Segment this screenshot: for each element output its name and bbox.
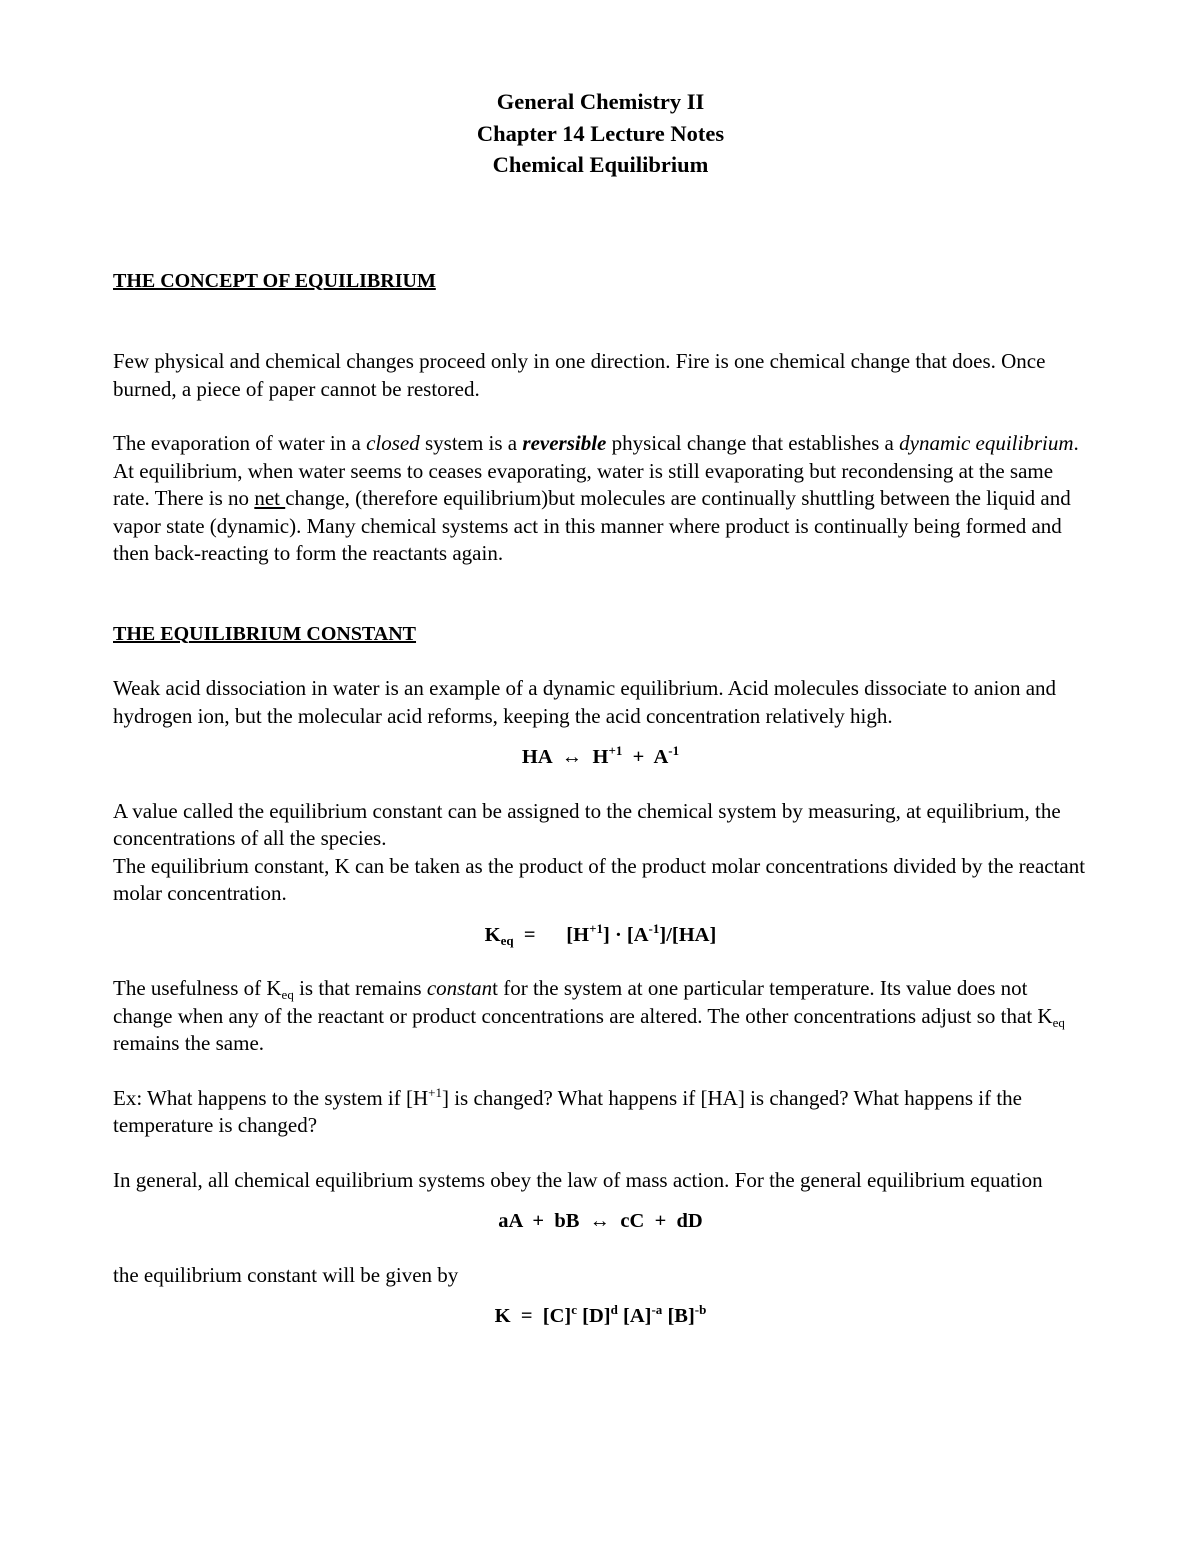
paragraph-keq-usefulness: The usefulness of $K_{eq}$ is that remains constant for the system at one particular temperature. Its value does not change when any of the reactant or product concentrations are altered. The other concentrations adjust so that $K_{eq}$ remains the same. [113, 976, 1065, 1055]
paragraph-equilibrium-constant-intro: A value called the equilibrium constant can be assigned to the chemical system by measuring, at equilibrium, the concentrations of all the species. [113, 798, 1061, 850]
equation-acid-dissociation: HA ↔ $H^{+1} + A^{-1}$ [521, 743, 680, 768]
paragraph-weak-acid: Weak acid dissociation in water is an example of a dynamic equilibrium. Acid molecules dissociate to anion and hydrogen ion, but the molecular acid reforms, keeping the acid concentration relatively high. [113, 676, 1057, 728]
paragraph-example-questions: Ex: What happens to the system if $[H^{+1}]$ is changed? What happens if [HA] is changed? What happens if the temperature is changed? [113, 1084, 1023, 1137]
equation-general-k: $K = [C]^c$ $[D]^d$ $[A]^{-a}$ $[B]^{-b}$ [494, 1302, 707, 1327]
equation-keq: $K_{eq}$ = $[H^{+1}] \cdot [A^{-1}]/[HA]$ [484, 920, 717, 948]
document-page [113, 86, 1088, 1331]
term-reversible: reversible [522, 431, 607, 455]
paragraph-equilibrium-constant-def: The equilibrium constant, K can be taken as the product of the product molar concentrations divided by the reactant molar concentration. [113, 853, 1086, 905]
document-title [113, 86, 1088, 181]
term-constant: constan [426, 976, 493, 1000]
title-chapter: Chapter 14 Lecture Notes [476, 120, 725, 146]
section-heading-concept: THE CONCEPT OF EQUILIBRIUM [113, 269, 436, 292]
equation-general-reaction: aA + bB ↔ cC + dD [498, 1210, 703, 1232]
title-topic: Chemical Equilibrium [492, 152, 709, 177]
term-net: net [254, 486, 286, 510]
term-closed: closed [366, 431, 420, 455]
paragraph-mass-action: In general, all chemical equilibrium systems obey the law of mass action. For the general equilibrium equation [113, 1167, 1043, 1192]
term-dynamic-equilibrium: dynamic equilibrium [899, 431, 1074, 455]
section-heading-constant: THE EQUILIBRIUM CONSTANT [113, 622, 417, 645]
title-course: General Chemistry II [496, 89, 705, 114]
paragraph-evaporation: The evaporation of water in a closed system is a reversible physical change that establishes a dynamic equilibrium. At equilibrium, when water seems to ceases evaporating, water is still evaporating but recondensing at the same rate. There is no net change, (therefore equilibrium)but molecules are continually shuttling between the liquid and vapor state (dynamic). Many chemical systems act in this manner where product is continually being formed and then back-reacting to form the reactants again. [113, 431, 1079, 565]
paragraph-constant-given-by: the equilibrium constant will be given by [113, 1262, 459, 1287]
paragraph-one-direction: Few physical and chemical changes proceed only in one direction. Fire is one chemical change that does. Once burned, a piece of paper cannot be restored. [113, 349, 1046, 401]
